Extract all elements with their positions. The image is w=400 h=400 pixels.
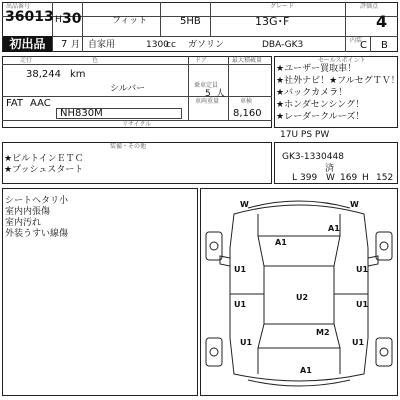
height-label: H — [362, 173, 369, 183]
inspection-label: 車検 — [240, 98, 253, 105]
damage-front-right: A1 — [328, 224, 340, 233]
weight-label: 車両重量 — [195, 98, 220, 105]
length-label: L — [292, 173, 298, 183]
interior-grade: C — [360, 40, 367, 51]
option-item-1: ★ビルトインＥＴＣ — [4, 154, 84, 164]
color-value: シルバー — [110, 84, 146, 94]
sell-point-5: ★レーダークルーズ！ — [276, 112, 365, 122]
first-listing-badge: 初出品 — [3, 36, 52, 52]
damage-rear-bumper: A1 — [300, 366, 312, 375]
width-label: W — [326, 173, 335, 183]
chassis-number: GK3-1330448 — [282, 152, 344, 162]
damage-front-left: A1 — [275, 238, 287, 247]
width-value: 169 — [340, 173, 358, 183]
sell-point-2: ★社外ナビ！★フルセグＴＶ！ — [276, 76, 400, 86]
body-type: 5HB — [180, 16, 201, 27]
year-prefix: H — [55, 15, 62, 25]
sell-point-3: ★バックカメラ！ — [276, 88, 348, 98]
exterior-grade: B — [381, 40, 388, 51]
mileage-label: 走行 — [20, 57, 33, 64]
length-value: 399 — [300, 173, 318, 183]
car-diagram — [200, 188, 398, 396]
options-label: 装備・その他 — [110, 143, 147, 150]
damage-door-left: U1 — [234, 300, 247, 309]
sell-point-4: ★ホンダセンシング！ — [276, 100, 365, 110]
option-item-2: ★プッシュスタート — [4, 165, 84, 175]
seats: 5 — [205, 89, 211, 99]
load-label: 最大積載量 — [232, 57, 263, 64]
seats-unit: 人 — [216, 89, 226, 99]
equipment-codes: 17U PS PW — [280, 130, 330, 140]
recycle-label: リサイクル — [122, 121, 152, 128]
damage-fender-left: U1 — [234, 265, 247, 274]
model-code: DBA-GK3 — [262, 40, 304, 50]
interior-label: 内装 — [350, 37, 363, 44]
displacement: 1300 — [146, 40, 169, 50]
color-label: 色 — [92, 57, 99, 64]
transmission: FAT — [6, 98, 24, 109]
month: 7 — [61, 39, 68, 50]
aircon: AAC — [30, 98, 51, 109]
doors-label: ドア — [195, 57, 207, 64]
seats-label: 乗車定員 — [194, 82, 219, 89]
displacement-unit: cc — [166, 40, 176, 50]
damage-fender-right: U1 — [356, 265, 369, 274]
inspector-note-3: 室内汚れ — [5, 218, 42, 228]
inspector-note-4: 外装うすい線傷 — [5, 229, 69, 239]
chassis-tail: 済 — [325, 164, 335, 174]
lot-number: 36013 — [5, 9, 54, 25]
grade-label: グレード — [270, 3, 295, 10]
grade: 13G･F — [255, 15, 290, 28]
damage-roof: U2 — [296, 293, 309, 302]
inspector-note-1: シートヘタリ小 — [5, 196, 69, 206]
sell-point-1: ★ユーザー買取車！ — [276, 64, 357, 74]
diagram-tag-tr: W — [350, 200, 359, 209]
usage: 自家用 — [88, 40, 116, 50]
month-unit: 月 — [71, 40, 81, 50]
damage-door-right: U1 — [356, 300, 369, 309]
inspection-value: 8,160 — [233, 108, 262, 119]
model-year: 30 — [62, 11, 82, 27]
lot-label: 出品番号 — [6, 3, 31, 10]
score: 4 — [376, 12, 388, 31]
sell-point-label: セールスポイント — [318, 57, 366, 64]
damage-rear-panel: M2 — [316, 328, 330, 337]
inspector-note-2: 室内内張傷 — [5, 207, 51, 217]
damage-rear-right: U1 — [352, 338, 365, 347]
diagram-tag-tl: W — [240, 200, 249, 209]
mileage-unit: km — [70, 69, 86, 80]
mileage: 38,244 — [26, 69, 61, 80]
color-code: NH830M — [60, 108, 103, 119]
model-name: フィット — [112, 16, 148, 26]
height-value: 152 — [376, 173, 394, 183]
damage-rear-left: U1 — [240, 338, 253, 347]
fuel-type: ガソリン — [188, 40, 225, 50]
score-label: 評価点 — [360, 3, 379, 10]
